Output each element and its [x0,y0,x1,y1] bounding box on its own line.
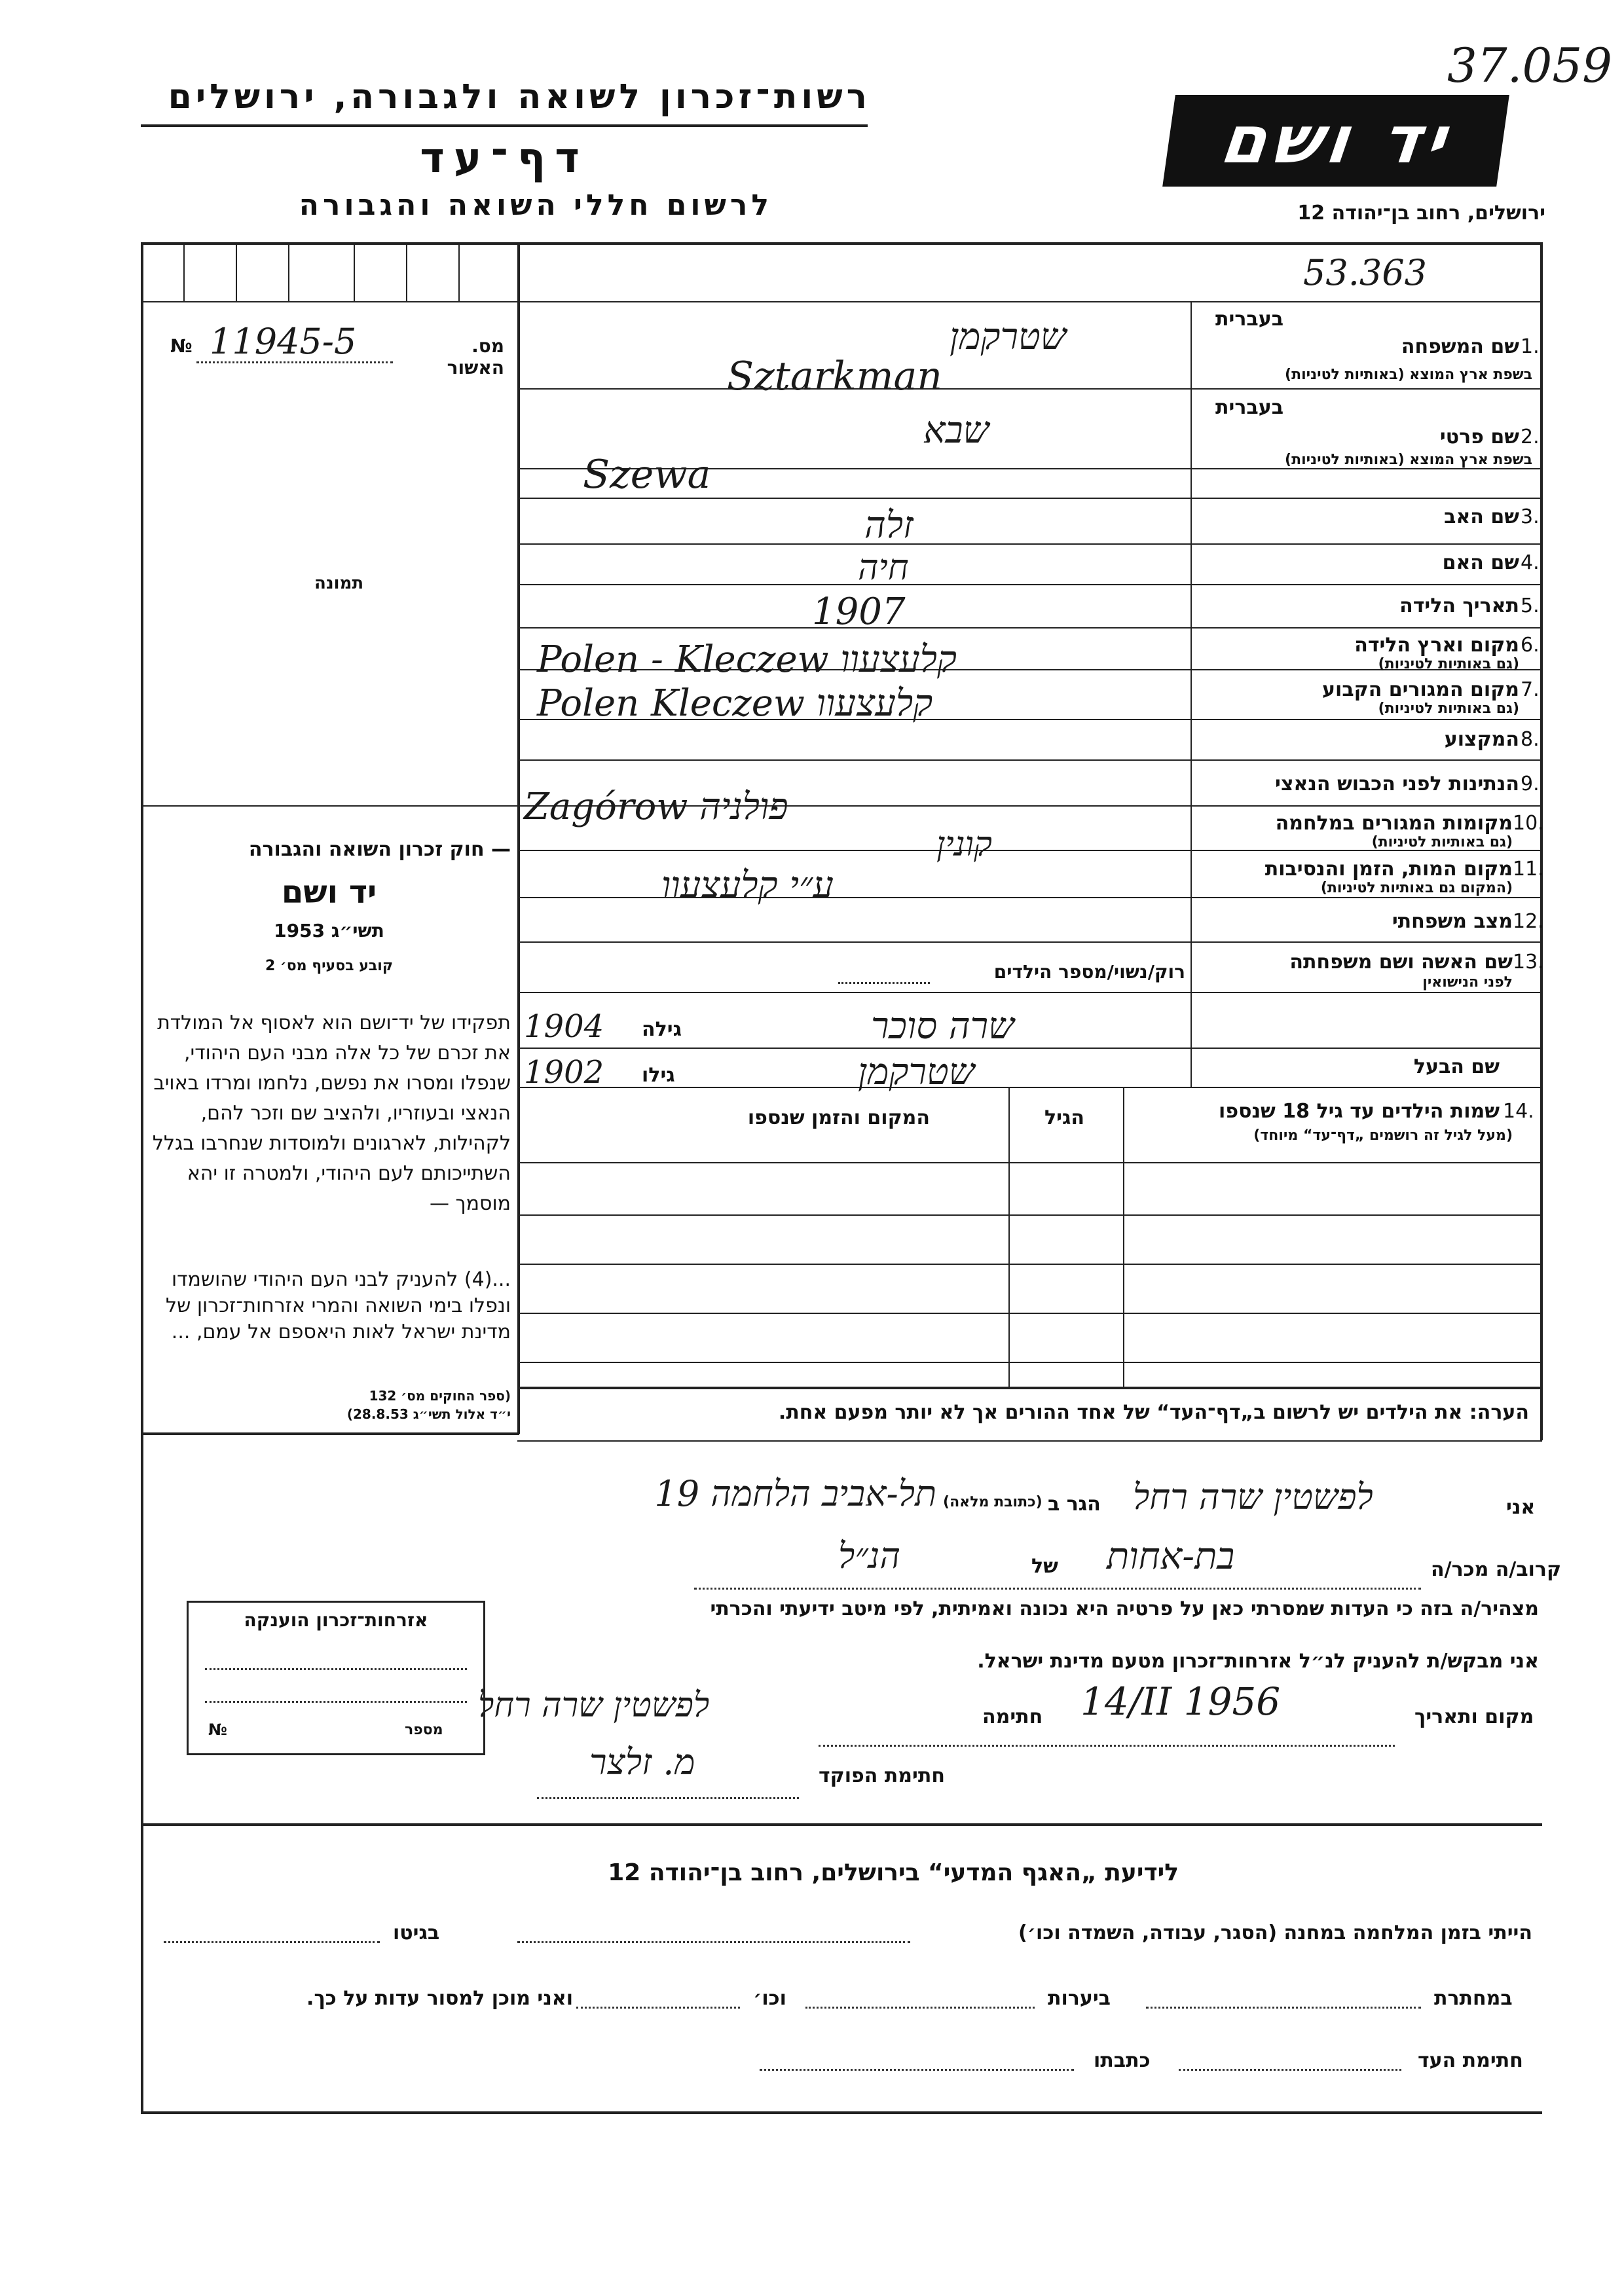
law-name: יד ושם [281,874,377,911]
children-row-line [517,1264,1542,1265]
footer-dots [1146,2007,1421,2009]
certificate-dots [205,1668,467,1670]
yad-vashem-logo [1162,95,1509,187]
photo-label: תמונה [314,574,364,593]
field13-label: שם האשה ושם משפחתה [1289,951,1513,974]
approval-dots [196,361,393,363]
footer-line2-c: וכו׳ [753,1987,786,2010]
officer-signature: מ. זלצר [589,1741,695,1783]
footer-title: לידיעת „האגף המדעי“ בירושלים, רחוב בן־יהודה 12 [608,1859,1179,1886]
law-reference-date: י״ד אלול תשי״ג 28.8.53) [346,1406,511,1422]
row-line [517,627,1542,629]
officer-dots [537,1797,799,1799]
note-bottom-line [517,1440,1542,1442]
file-number: 37.059 [1447,38,1612,93]
footer-line2-b: ביערות [1048,1987,1111,2010]
footer-line2-a: במחתרת [1434,1987,1513,2010]
law-paragraph-2: ...(4) להעניק לבני העם היהודי שהושמדו ונפלו בימי השואה והמרי אזרחות־זכרון של מדינת ישראל לאות היאספם אל עמם, ... [166,1268,511,1343]
row-line [517,543,1542,545]
law-paragraph-1: תפקידו של יד־ושם הוא לאסוף אל המולדת את זכרם של כל אלה מבני העם היהודי, שנפלו ומסרו את נפשם, נלחמו ומרדו באויב הנאצי ובעוזריו, ולהציב שם וזכר להם, לקהילות, לארגונים ולמוסדות שנחרבו בגלל השתייכותם לעם היהודי, ולמטרה זו יהא מוסמך — [152,1011,511,1215]
field6-value: Polen - Kleczew קלעצעוו [537,638,957,681]
footer-dots [517,1941,910,1943]
field5-label: תאריך הלידה [1399,594,1519,617]
certificate-title: אזרחות־זכרון הוענקה [244,1609,428,1631]
husband-age-value: 1902 [524,1054,604,1091]
field12-label: מצב משפחתי [1392,910,1513,933]
footer-dots [805,2007,1035,2009]
field10-value: קונין [936,825,992,864]
footer-line3-b: כתבתו [1094,2049,1151,2072]
footer-line1-b: בגיטו [393,1922,440,1944]
field7-sub: (גם באותיות לטיניות) [1378,701,1519,717]
left-col-bottom [141,1432,519,1435]
approval-prefix: № [170,335,193,357]
children-note: הערה: את הילדים יש לרשום ב„דף־העד“ של אחד ההורים אך לא יותר מפעם אחת. [778,1401,1529,1424]
declaration-statement: מצהיר/ה בזה כי העדות שמסרתי כאן על פרטיה היא נכונה ואמיתית, לפי מיטב ידיעתי והכרתי [710,1597,1539,1620]
top-box-divider [288,242,289,301]
field2-value-hebrew: שבא [923,409,989,452]
field8-label: המקצוע [1444,728,1519,751]
field9-value: Zagórow פולניה [524,786,788,828]
field6-number: 6. [1521,634,1540,657]
field3-value: זלה [864,504,913,547]
relation-value: בת-אחות [1107,1535,1235,1578]
field7-label: מקום המגורים הקבוע [1322,678,1519,701]
top-box-divider [183,242,185,301]
field11-label: מקום המות, הזמן והנסיבות [1264,858,1513,881]
field1-label-text: שם המשפחה [1401,335,1519,358]
relation-dots [694,1588,1421,1590]
registration-top-number: 53.363 [1303,252,1427,293]
top-box-divider [406,242,407,301]
row-line [517,388,1542,390]
field5-number: 5. [1521,594,1540,617]
field9-label: הנתינות לפני הכבוש הנאצי [1275,773,1519,795]
field1-value-latin: Sztarkman [727,354,942,399]
field11-sub: (המקום גם באותיות לטיניות) [1320,880,1513,896]
field10-sub: (גם באותיות לטיניות) [1371,834,1513,850]
frame-left [141,242,143,1434]
law-year: תשי״ג 1953 [274,920,384,941]
certificate-dots [205,1701,467,1703]
certificate-number-label: מספר [405,1722,443,1738]
field3-number: 3. [1521,505,1540,528]
field2-value-latin: Szewa [583,452,711,498]
children-header-line [517,1162,1542,1163]
approval-value: 11945-5 [210,321,357,362]
husband-value: שטרקמן [858,1051,975,1093]
frame-divider-left [517,242,520,1434]
field10-label: מקומות המגורים במלחמה [1275,812,1513,835]
law-title: — חוק זכרון השואה והגבורה [248,838,511,861]
declarant-signature: לפשטין שרה רחל [478,1686,710,1725]
signature-dots [819,1745,1395,1747]
children-row-line [517,1214,1542,1216]
field5-value: 1907 [812,591,906,633]
field13-number: 13. [1513,951,1544,974]
top-box-divider [458,242,460,301]
footer-line1-a: הייתי בזמן המלחמה במחנה (הסגר, עבודה, השמדה וכו׳) [1018,1922,1532,1944]
living-label: הגר ב [1048,1493,1101,1516]
certificate-box [187,1601,485,1755]
row-line [517,584,1542,585]
form-title: דף־עד [420,134,589,183]
field10-number: 10. [1513,812,1544,835]
children-col-divider [1123,1087,1124,1388]
law-reference: (ספר החוקים מס׳ 132 [369,1388,511,1404]
footer-line3-a: חתימת העד [1418,2049,1523,2072]
certificate-number-prefix: № [208,1721,227,1739]
children-number: 14. [1503,1100,1534,1123]
field13-value: שרה סוכר [871,1005,1014,1048]
footer-bottom-line [141,2111,1542,2114]
of-label: של [1031,1555,1058,1578]
header-divider [141,124,868,127]
children-col-divider [1008,1087,1010,1388]
field2-number: 2. [1521,426,1540,448]
header-address: ירושלים, רחוב בן־יהודה 12 [1297,202,1545,225]
field4-number: 4. [1521,551,1540,574]
row-line [517,941,1542,943]
children-row-line [517,1362,1542,1363]
children-col-age: הגיל [1044,1106,1084,1129]
place-date-value: 14/II 1956 [1080,1679,1281,1724]
field8-number: 8. [1521,728,1540,751]
field2-sub: בשפת ארץ המוצא (באותיות לטיניות) [1285,452,1532,468]
top-box-divider [354,242,355,301]
footer-line2-d: ואני מוכן למסור עדות על כך. [306,1987,573,2010]
field1-tag: בעברית [1215,308,1283,331]
row-line [517,1087,1542,1088]
wife-age-label: גילה [642,1018,682,1041]
field4-value: חיה [858,547,909,588]
approval-label: מס. האשור [447,335,504,378]
declarant-name: לפשטין שרה רחל [1133,1476,1373,1518]
field9-number: 9. [1521,773,1540,795]
field4-label: שם האם [1442,551,1519,574]
frame-top [141,242,1542,245]
marital-line-label: רוק/נשוי/מספר הילדים [993,961,1185,983]
field13-sub: לפני הנישואין [1422,974,1513,991]
field7-number: 7. [1521,678,1540,701]
frame-right [1540,242,1543,1440]
signature-label: חתימה [982,1705,1043,1728]
children-col-place: המקום והזמן שנספו [747,1106,930,1129]
declaration-i-label: אני [1506,1496,1536,1519]
husband-age-label: גילו [642,1064,675,1087]
form-subtitle: לרשום חללי השואה והגבורה [299,189,773,222]
children-table-bottom [517,1387,1542,1389]
authority-line: רשות־זכרון לשואה ולגבורה, ירושלים [168,77,871,117]
declaration-request: אני מבקש/ת להעניק לנ״ל אזרחות־זכרון מטעם מדינת ישראל. [977,1650,1539,1673]
children-row-line [517,1313,1542,1314]
field6-sub: (גם באותיות לטיניות) [1378,656,1519,672]
footer-top-line [141,1823,1542,1826]
row-line [517,1048,1542,1049]
field3-label: שם האב [1444,505,1519,528]
logo-text: יד ושם [1216,101,1456,178]
row-line [517,992,1542,993]
officer-label: חתימת הפוקד [819,1764,945,1787]
field1-number: 1. [1521,335,1540,358]
footer-dots [1179,2069,1401,2071]
row-line [517,759,1542,761]
wife-age-value: 1904 [524,1008,604,1045]
footer-dots [760,2069,1074,2071]
relative-label: קרוב/ה מכר/ה [1431,1558,1562,1581]
marital-dots [838,982,930,984]
field6-label: מקום וארץ הלידה [1354,634,1519,657]
of-name: הנ״ל [838,1535,900,1576]
address-hint: (כתובת מלאה) [943,1494,1043,1510]
field12-number: 12. [1513,910,1544,933]
field11-number: 11. [1513,858,1544,881]
husband-label: שם הבעל [1413,1055,1500,1078]
field2-label: שם פרטי [1439,426,1519,448]
declarant-address: תל-אביב הלחמה 19 [654,1473,936,1514]
field2-tag: בעברית [1215,396,1283,419]
field1-value-hebrew: שטרקמן [950,316,1067,358]
label-column-divider [1190,301,1192,1087]
law-clause: קובע בסעיף מס׳ 2 [265,958,394,974]
row-line [517,498,1542,499]
children-title: שמות הילדים עד גיל 18 שנספו [1219,1100,1500,1123]
footer-dots [576,2007,740,2009]
field11-value: ע״י קלעצעוו [661,864,834,907]
top-box-divider [236,242,237,301]
law-block-top [141,805,519,807]
frame-left-lower [141,1432,143,2113]
children-subtitle: (מעל לגיל זה רושמים „דף־עד“ מיוחד) [1253,1127,1513,1144]
field1-label [1198,335,1519,358]
place-date-label: מקום ותאריך [1414,1705,1534,1728]
top-strip-bottom [141,301,1542,302]
footer-dots [164,1941,380,1943]
field1-sub: בשפת ארץ המוצא (באותיות לטיניות) [1285,367,1532,383]
field7-value: Polen Kleczew קלעצעוו [537,682,933,725]
